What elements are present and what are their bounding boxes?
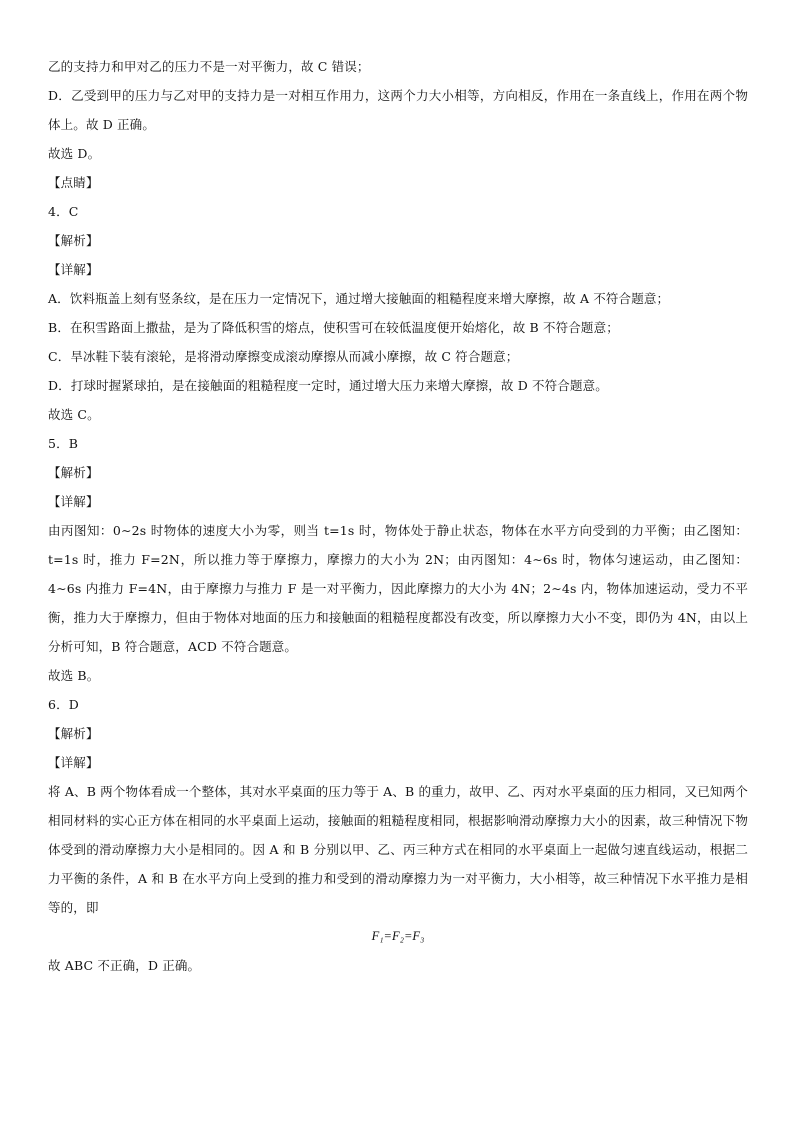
section-heading-xiangjie-4: 【详解】	[48, 262, 99, 277]
text-line-4d: D．打球时握紧球拍，是在接触面的粗糙程度一定时，通过增大压力来增大摩擦，故 D 不符合题意。	[48, 378, 608, 393]
question-number-6: 6．D	[48, 697, 79, 712]
section-heading-jiexi-4: 【解析】	[48, 233, 99, 248]
answer-choice-4: 故选 C。	[48, 407, 100, 422]
answer-choice-3: 故选 D。	[48, 146, 101, 161]
paragraph-q6-analysis: 将 A、B 两个物体看成一个整体，其对水平桌面的压力等于 A、B 的重力，故甲、乙、丙对水平桌面的压力相同，又已知两个相同材料的实心正方体在相同的水平桌面上运动，接触面的粗糙程度相同，根据影响滑动摩擦力大小的因素，故三种情况下物体受到的滑动摩擦力大小是相同的。因 A 和 B 分别以甲、乙、丙三种方式在相同的水平桌面上一起做匀速直线运动，根据二力平衡的条件，A 和 B 在水平方向上受到的推力和受到的滑动摩擦力为一对平衡力，大小相等，故三种情况下水平推力是相等的，即	[48, 784, 748, 915]
section-heading-dianjing: 【点睛】	[48, 175, 99, 190]
text-line-4b: B．在积雪路面上撒盐，是为了降低积雪的熔点，使积雪可在较低温度便开始熔化，故 B 不符合题意；	[48, 320, 619, 335]
answer-choice-5: 故选 B。	[48, 668, 100, 683]
section-heading-xiangjie-6: 【详解】	[48, 755, 99, 770]
paragraph-option-d: D．乙受到甲的压力与乙对甲的支持力是一对相互作用力，这两个力大小相等，方向相反，作用在一条直线上，作用在两个物体上。故 D 正确。	[48, 88, 748, 132]
section-heading-jiexi-6: 【解析】	[48, 726, 99, 741]
section-heading-xiangjie-5: 【详解】	[48, 494, 99, 509]
paragraph-q5-analysis: 由丙图知：0∼2s 时物体的速度大小为零，则当 t=1s 时，物体处于静止状态，物体在水平方向受到的力平衡；由乙图知：t=1s 时，推力 F=2N，所以推力等于摩擦力，摩擦力的大小为 2N；由丙图知：4∼6s 时，物体匀速运动，由乙图知：4∼6s 内推力 F=4N，由于摩擦力与推力 F 是一对平衡力，因此摩擦力的大小为 4N；2∼4s 内，物体加速运动，受力不平衡，推力大于摩擦力，但由于物体对地面的压力和接触面的粗糙程度都没有改变，所以摩擦力大小不变，即仍为 4N，由以上分析可知，B 符合题意，ACD 不符合题意。	[48, 523, 748, 654]
document-page	[48, 52, 748, 980]
text-line-q6-conclusion: 故 ABC 不正确，D 正确。	[48, 958, 201, 973]
formula-forces-equal: F₁=F₂=F₃	[371, 929, 425, 943]
text-line-4c: C．旱冰鞋下装有滚轮，是将滑动摩擦变成滚动摩擦从而减小摩擦，故 C 符合题意；	[48, 349, 519, 364]
text-line-c-wrong: 乙的支持力和甲对乙的压力不是一对平衡力，故 C 错误；	[48, 59, 370, 74]
text-line-4a: A．饮料瓶盖上刻有竖条纹，是在压力一定情况下，通过增大接触面的粗糙程度来增大摩擦，故 A 不符合题意；	[48, 291, 670, 306]
question-number-5: 5．B	[48, 436, 79, 451]
section-heading-jiexi-5: 【解析】	[48, 465, 99, 480]
question-number-4: 4．C	[48, 204, 79, 219]
